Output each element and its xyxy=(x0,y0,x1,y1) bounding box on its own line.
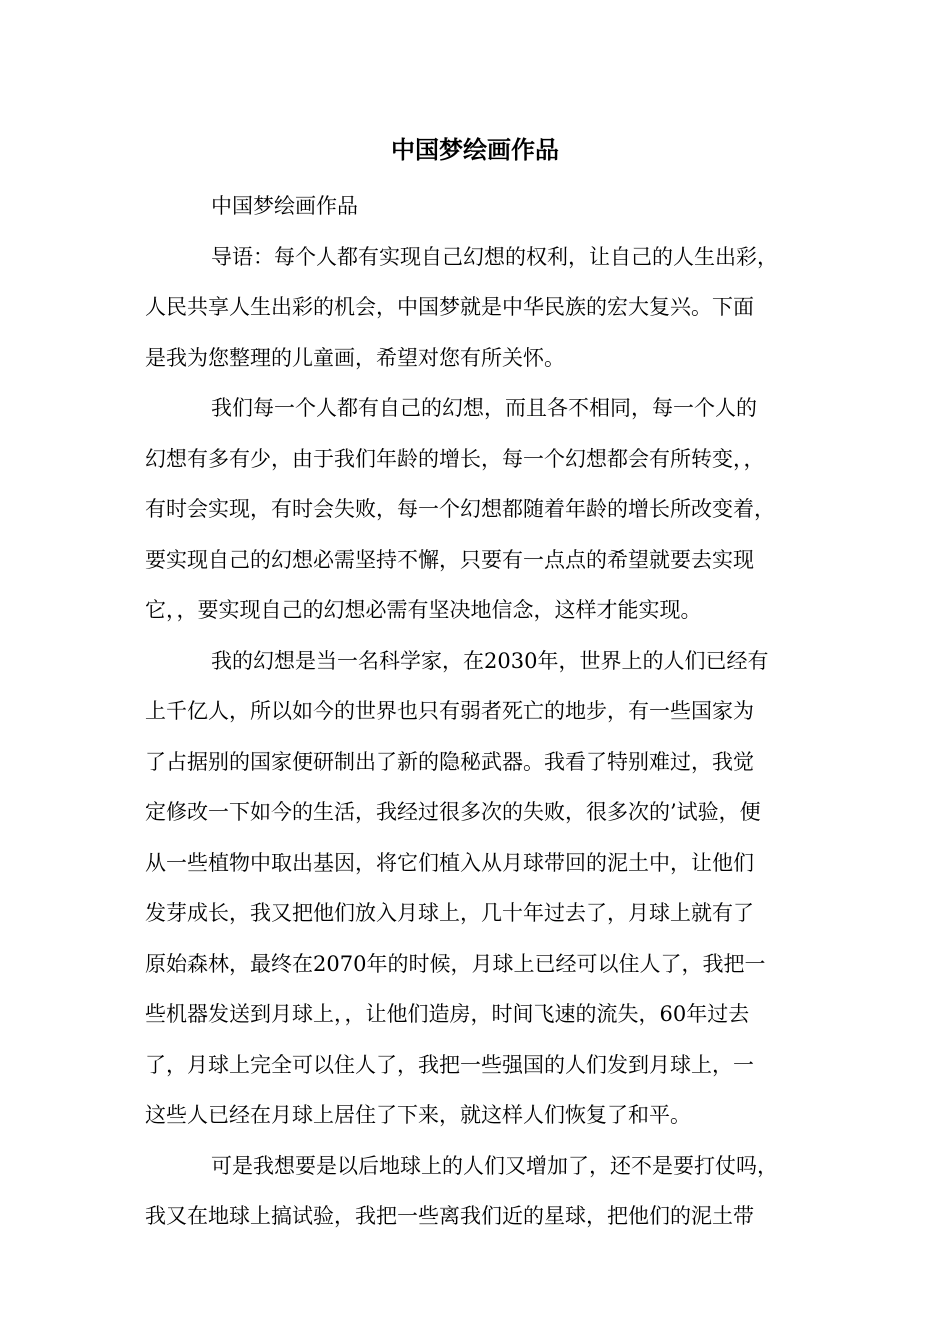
paragraph-line: 定修改一下如今的生活，我经过很多次的失败，很多次的’试验，便 xyxy=(145,800,761,824)
paragraph-line: 有时会实现，有时会失败，每一个幻想都随着年龄的增长所改变着， xyxy=(145,497,775,521)
paragraph-line: 幻想有多有少，由于我们年龄的增长，每一个幻想都会有所转变，， xyxy=(145,446,765,471)
paragraph-line: 我们每一个人都有自己的幻想，而且各不相同，每一个人的 xyxy=(211,396,757,420)
paragraph-line: 原始森林，最终在2070年的时候，月球上已经可以住人了，我把一 xyxy=(145,951,766,976)
document-title: 中国梦绘画作品 xyxy=(391,135,559,164)
paragraph-line: 上千亿人，所以如今的世界也只有弱者死亡的地步，有一些国家为 xyxy=(145,699,754,723)
paragraph-line: 发芽成长，我又把他们放入月球上，几十年过去了，月球上就有了 xyxy=(145,901,754,925)
paragraph-line: 了，月球上完全可以住人了，我把一些强国的人们发到月球上，一 xyxy=(145,1052,754,1077)
paragraph-line: 人民共享人生出彩的机会，中国梦就是中华民族的宏大复兴。下面 xyxy=(145,295,754,319)
paragraph-line: 了占据别的国家便研制出了新的隐秘武器。我看了特别难过，我觉 xyxy=(145,749,754,774)
paragraph-line: 要实现自己的幻想必需坚持不懈，只要有一点点的希望就要去实现 xyxy=(145,547,754,572)
paragraph-line: 我的幻想是当一名科学家，在2030年，世界上的人们已经有 xyxy=(211,648,769,673)
paragraph-line: 可是我想要是以后地球上的人们又增加了，还不是要打仗吗， xyxy=(211,1153,778,1178)
document-subtitle: 中国梦绘画作品 xyxy=(211,194,358,218)
document-body xyxy=(145,181,835,1242)
paragraph-line: 我又在地球上搞试验，我把一些离我们近的星球，把他们的泥土带 xyxy=(145,1204,754,1228)
paragraph-line: 是我为您整理的儿童画，希望对您有所关怀。 xyxy=(145,345,565,370)
paragraph-line: 它，，要实现自己的幻想必需有坚决地信念，这样才能实现。 xyxy=(145,598,702,622)
paragraph-line: 从一些植物中取出基因，将它们植入从月球带回的泥土中，让他们 xyxy=(145,850,754,875)
paragraph-line: 些机器发送到月球上，，让他们造房，时间飞速的流失，60年过去 xyxy=(145,1002,750,1026)
paragraph-line: 这些人已经在月球上居住了下来，就这样人们恢复了和平。 xyxy=(145,1103,691,1127)
paragraph-line: 导语：每个人都有实现自己幻想的权利，让自己的人生出彩， xyxy=(211,244,778,269)
